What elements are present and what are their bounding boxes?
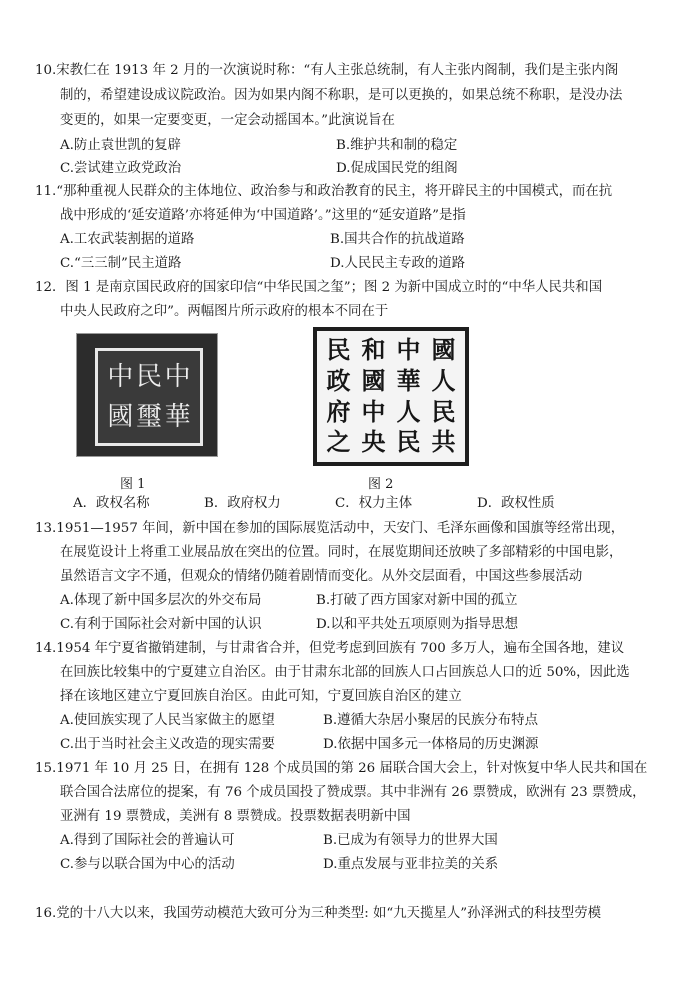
seal-image-1 [76,333,218,457]
question-11-option-d: D.人民民主专政的道路 [330,256,466,271]
question-13-option-b: B.打破了西方国家对新中国的孤立 [316,593,518,608]
question-11-option-a: A.工农武装割据的道路 [60,232,195,247]
seal-2-char: 人 [431,365,456,395]
seal-2-char: 民 [326,335,351,364]
question-14-line-1: 14.1954 年宁夏省撤销建制，与甘肃省合并，但党考虑到回族有 700 多万人，遍布全国各地，建议 [35,641,625,656]
question-14-option-c: C.出于当时社会主义改造的现实需要 [60,737,275,752]
question-10-line-1: 10.宋教仁在 1913 年 2 月的一次演说时称：“有人主张总统制，有人主张内阁制，我们是主张内阁 [35,63,619,78]
seal-1-char: 國 [107,402,134,432]
question-14-option-d: D.依据中国多元一体格局的历史渊源 [323,737,539,752]
seal-2-char: 民 [431,396,456,426]
seal-1-char: 華 [164,402,191,432]
seal-2-char: 人 [396,396,421,426]
question-13-option-a: A.体现了新中国多层次的外交布局 [60,593,262,608]
question-14-option-a: A.使回族实现了人民当家做主的愿望 [60,713,275,728]
figure-2-caption: 图 2 [368,477,394,492]
question-10-option-b: B.维护共和制的稳定 [336,138,458,153]
seal-1-char: 璽 [135,402,162,432]
question-10-line-2: 制的，希望建设成议院政治。因为如果内阁不称职，是可以更换的，如果总统不称职，是没办法 [60,88,623,103]
seal-2-char: 共 [431,427,456,457]
seal-2-char: 華 [396,365,421,395]
question-14-line-3: 择在该地区建立宁夏回族自治区。由此可知，宁夏回族自治区的建立 [60,689,462,704]
question-12-option-c: C．权力主体 [335,496,413,511]
seal-2-char: 中 [396,335,421,364]
seal-2-char: 國 [431,335,456,364]
question-12-option-d: D．政权性质 [477,496,555,511]
question-11-line-1: 11.“那种重视人民群众的主体地位、政治参与和政治教育的民主，将开辟民主的中国模式，而在抗 [35,184,613,199]
seal-2-char: 政 [326,365,351,395]
seal-2-char: 中 [361,396,386,426]
seal-1-char: 中 [164,362,191,392]
seal-2-char: 和 [361,335,386,364]
seal-1-char: 民 [135,362,162,392]
question-15-option-d: D.重点发展与亚非拉美的关系 [323,857,499,872]
question-12-option-a: A．政权名称 [73,496,150,511]
seal-2-char: 央 [361,427,386,457]
question-15-line-3: 亚洲有 19 票赞成，美洲有 8 票赞成。投票数据表明新中国 [60,809,411,824]
question-12-option-b: B．政府权力 [204,496,281,511]
question-12-line-1: 12．图 1 是南京国民政府的国家印信“中华民国之玺”；图 2 为新中国成立时的“中华人民共和国 [35,280,603,295]
question-10-line-3: 变更的，如果一定要变更，一定会动摇国本。”此演说旨在 [60,113,395,128]
question-15-option-a: A.得到了国际社会的普遍认可 [60,833,235,848]
question-11-option-b: B.国共合作的抗战道路 [330,232,465,247]
question-15-option-c: C.参与以联合国为中心的活动 [60,857,235,872]
seal-2-char: 民 [396,427,421,457]
question-10-option-c: C.尝试建立政党政治 [60,161,182,176]
seal-1-char: 中 [107,362,134,392]
question-15-option-b: B.已成为有领导力的世界大国 [323,833,498,848]
seal-2-char: 之 [326,427,351,457]
question-13-line-1: 13.1951—1957 年间，新中国在参加的国际展览活动中，天安门、毛泽东画像和国旗等经常出现， [35,521,625,536]
seal-2-char: 府 [326,396,351,426]
figure-1-caption: 图 1 [120,477,146,492]
question-12-line-2: 中央人民政府之印”。两幅图片所示政府的根本不同在于 [60,304,389,319]
question-13-line-2: 在展览设计上将重工业展品放在突出的位置。同时，在展览期间还放映了多部精彩的中国电影， [60,545,623,560]
seal-2-char: 國 [361,365,386,395]
question-16-line-1: 16.党的十八大以来，我国劳动模范大致可分为三种类型: 如“九天揽星人”孙泽洲式的科技型劳模 [35,906,601,921]
question-15-line-2: 联合国合法席位的提案，有 76 个成员国投了赞成票。其中非洲有 26 票赞成，欧洲有 23 票赞成， [60,785,646,800]
question-14-line-2: 在回族比较集中的宁夏建立自治区。由于甘肃东北部的回族人口占回族总人口的近 50%，因此选 [60,665,630,680]
question-13-option-c: C.有利于国际社会对新中国的认识 [60,617,262,632]
question-11-option-c: C.“三三制”民主道路 [60,256,182,271]
seal-image-2 [313,327,469,466]
question-13-option-d: D.以和平共处五项原则为指导思想 [316,617,518,632]
question-10-option-a: A.防止袁世凯的复辟 [60,138,182,153]
question-13-line-3: 虽然语言文字不通，但观众的情绪仍随着剧情而变化。从外交层面看，中国这些参展活动 [60,569,583,584]
question-11-line-2: 战中形成的‘延安道路’亦将延伸为‘中国道路’。”这里的“延安道路”是指 [60,208,466,223]
question-10-option-d: D.促成国民党的组阁 [336,161,458,176]
question-15-line-1: 15.1971 年 10 月 25 日，在拥有 128 个成员国的第 26 届联合国大会上，针对恢复中华人民共和国在 [35,761,648,776]
question-14-option-b: B.遵循大杂居小聚居的民族分布特点 [323,713,538,728]
